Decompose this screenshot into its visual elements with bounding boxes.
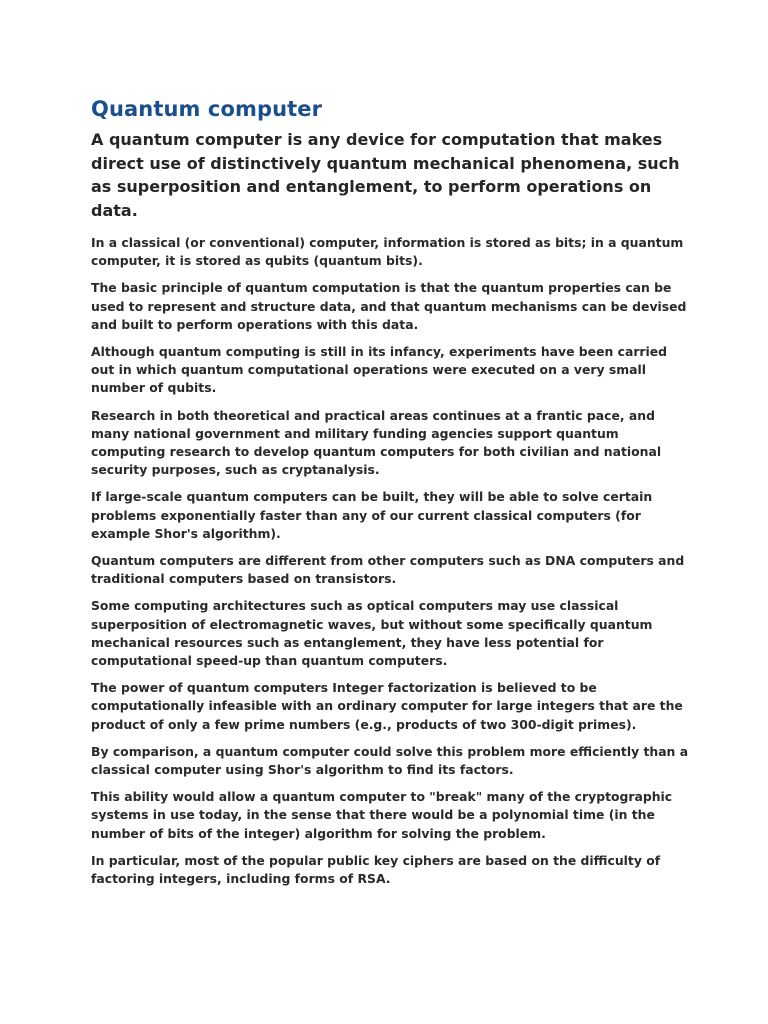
body-paragraph-5: If large-scale quantum computers can be built, they will be able to solve certain problems exponentially faster than any of our current classical computers (for example Shor's algorithm). xyxy=(91,489,653,541)
body-paragraph-6: Quantum computers are different from other computers such as DNA computers and traditional computers based on transistors. xyxy=(91,553,685,587)
body-paragraph-1: In a classical (or conventional) computer, information is stored as bits; in a quantum computer, it is stored as qubits (quantum bits). xyxy=(91,235,684,269)
body-paragraph-9: By comparison, a quantum computer could solve this problem more efficiently than a classical computer using Shor's algorithm to find its factors. xyxy=(91,743,689,778)
body-paragraph-4: Research in both theoretical and practical areas continues at a frantic pace, and many national government and military funding agencies support quantum computing research to develop quantum computers for both civilian and national security purposes, such as cryptanalysis. xyxy=(91,407,662,478)
body-paragraph-10: This ability would allow a quantum computer to "break" many of the cryptographic systems in use today, in the sense that there would be a polynomial time (in the number of bits of the integer) algorithm for solving the problem. xyxy=(91,789,673,841)
document-title: Quantum computer xyxy=(91,97,323,121)
body-paragraph-8: The power of quantum computers Integer factorization is believed to be computationally infeasible with an ordinary computer for large integers that are the product of only a few prime numbers (e.g., products of two 300-digit primes). xyxy=(91,680,683,732)
lead-paragraph: A quantum computer is any device for computation that makes direct use of distinctively quantum mechanical phenomena, such as superposition and entanglement, to perform operations on data. xyxy=(91,130,680,220)
body-paragraph-3: Although quantum computing is still in its infancy, experiments have been carried out in which quantum computational operations were executed on a very small number of qubits. xyxy=(91,344,668,396)
body-paragraph-11: In particular, most of the popular public key ciphers are based on the difficulty of factoring integers, including forms of RSA. xyxy=(91,852,661,887)
body-paragraph-2: The basic principle of quantum computation is that the quantum properties can be used to represent and structure data, and that quantum mechanisms can be devised and built to perform operations with this data. xyxy=(91,280,687,332)
document-page xyxy=(91,96,691,897)
body-paragraph-7: Some computing architectures such as optical computers may use classical superposition of electromagnetic waves, but without some specifically quantum mechanical resources such as entanglement, they have less potential for computational speed-up than quantum computers. xyxy=(91,598,653,669)
